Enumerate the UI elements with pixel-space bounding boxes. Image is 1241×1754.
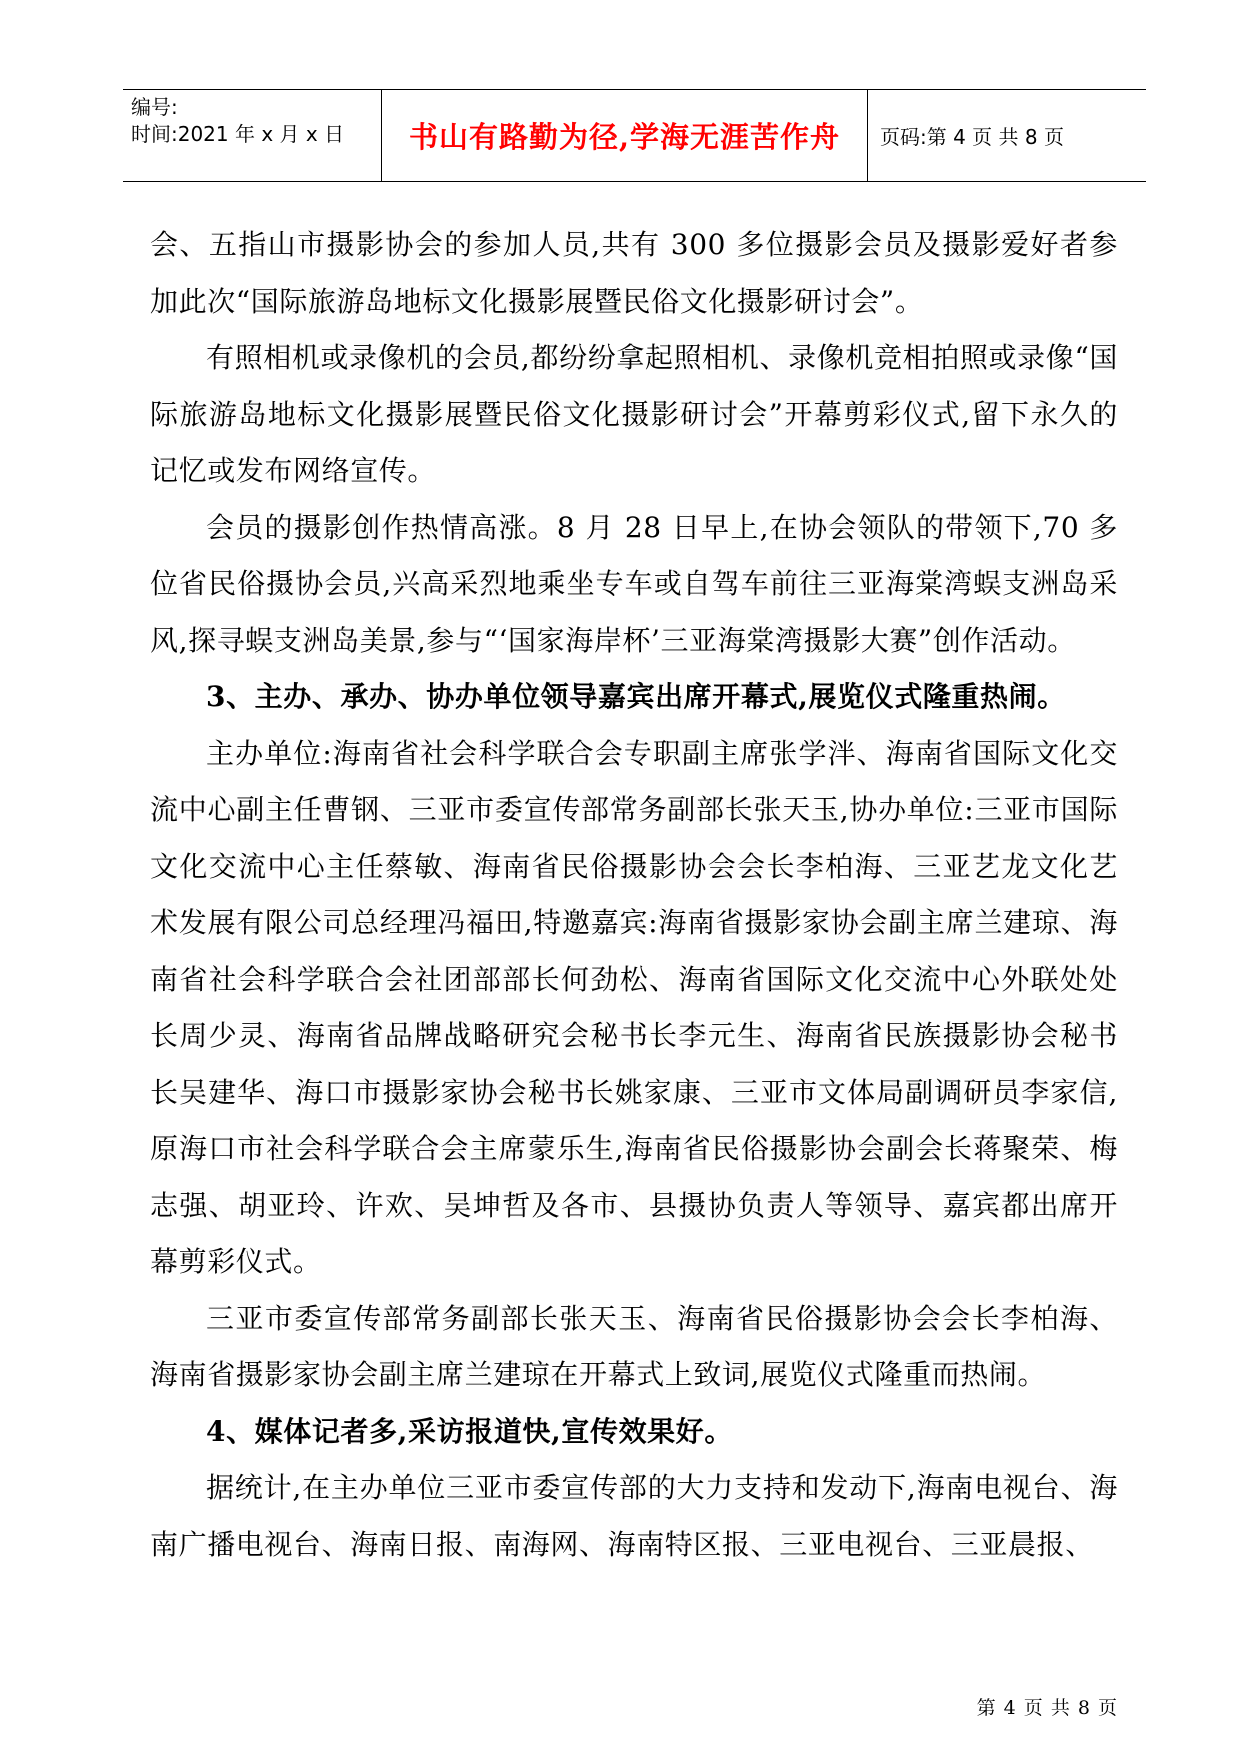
paragraph: 据统计,在主办单位三亚市委宣传部的大力支持和发动下,海南电视台、海南广播电视台、海南日报、南海网、海南特区报、三亚电视台、三亚晨报、 (150, 1471, 1118, 1561)
date-label: 时间:2021 年 x 月 x 日 (131, 122, 345, 146)
serial-number-label: 编号: (131, 95, 178, 119)
paragraph: 会员的摄影创作热情高涨。8 月 28 日早上,在协会领队的带领下,70 多位省民俗摄协会员,兴高采烈地乘坐专车或自驾车前往三亚海棠湾蜈支洲岛采风,探寻蜈支洲岛美景,参与“‘国家海岸杯’三亚海棠湾摄影大赛”创作活动。 (150, 510, 1118, 657)
paragraph: 主办单位:海南省社会科学联合会专职副主席张学泮、海南省国际文化交流中心副主任曹钢、三亚市委宣传部常务副部长张天玉,协办单位:三亚市国际文化交流中心主任蔡敏、海南省民俗摄影协会会长李柏海、三亚艺龙文化艺术发展有限公司总经理冯福田,特邀嘉宾:海南省摄影家协会副主席兰建琼、海南省社会科学联合会社团部部长何劲松、海南省国际文化交流中心外联处处长周少灵、海南省品牌战略研究会秘书长李元生、海南省民族摄影协会秘书长吴建华、海口市摄影家协会秘书长姚家康、三亚市文体局副调研员李家信,原海口市社会科学联合会主席蒙乐生,海南省民俗摄影协会副会长蒋聚荣、梅志强、胡亚玲、许欢、吴坤哲及各市、县摄协负责人等领导、嘉宾都出席开幕剪彩仪式。 (150, 736, 1118, 1278)
page-footer: 第 4 页 共 8 页 (976, 1697, 1118, 1719)
document-body (150, 217, 1118, 1573)
section-heading: 4、媒体记者多,采访报道快,宣传效果好。 (206, 1414, 733, 1448)
section-heading: 3、主办、承办、协办单位领导嘉宾出席开幕式,展览仪式隆重热闹。 (206, 680, 1066, 713)
paragraph: 会、五指山市摄影协会的参加人员,共有 300 多位摄影会员及摄影爱好者参加此次“国际旅游岛地标文化摄影展暨民俗文化摄影研讨会”。 (150, 228, 1118, 318)
header-motto: 书山有路勤为径,学海无涯苦作舟 (382, 90, 868, 181)
paragraph: 三亚市委宣传部常务副部长张天玉、海南省民俗摄影协会会长李柏海、海南省摄影家协会副主席兰建琼在开幕式上致词,展览仪式隆重而热闹。 (150, 1301, 1118, 1391)
document-header (123, 89, 1146, 182)
header-meta (123, 90, 382, 181)
header-page-number: 页码:第 4 页 共 8 页 (880, 125, 1064, 149)
paragraph: 有照相机或录像机的会员,都纷纷拿起照相机、录像机竞相拍照或录像“国际旅游岛地标文化摄影展暨民俗文化摄影研讨会”开幕剪彩仪式,留下永久的记忆或发布网络宣传。 (150, 341, 1118, 487)
